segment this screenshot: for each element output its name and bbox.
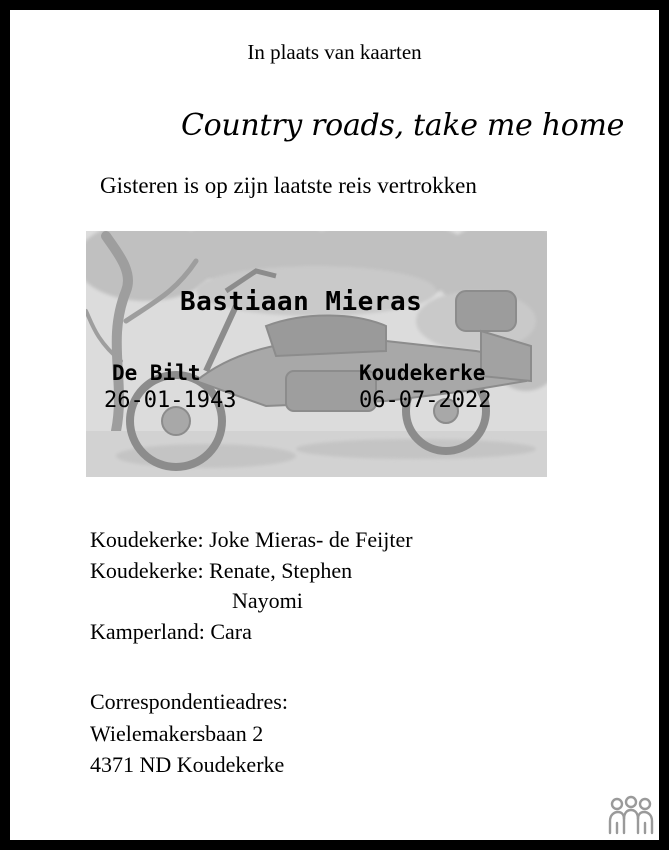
family-line: Kamperland: Cara [90,618,252,644]
family-line: Nayomi [232,588,303,613]
family-line: Koudekerke: Joke Mieras- de Feijter [90,527,413,552]
address-street: Wielemakersbaan 2 [90,720,264,746]
death-place: Koudekerke [359,361,486,385]
birth-place: De Bilt [112,361,201,385]
family-line: Koudekerke: Renate, Stephen [90,557,353,583]
deceased-name: Bastiaan Mieras [180,287,423,317]
death-date: 06-07-2022 [359,388,492,413]
header-text: In plaats van kaarten [247,40,422,64]
correspondence-address [90,686,288,781]
intro-text: Gisteren is op zijn laatste reis vertrokken [100,173,477,198]
address-label: Correspondentieadres: [90,689,288,714]
motorcycle-photo [86,231,547,477]
people-group-icon [608,795,654,842]
motorcycle-illustration [86,231,547,477]
address-city: 4371 ND Koudekerke [90,752,285,777]
motto-text: Country roads, take me home [181,108,625,143]
birth-date: 26-01-1943 [104,388,237,413]
family-list [90,525,413,647]
